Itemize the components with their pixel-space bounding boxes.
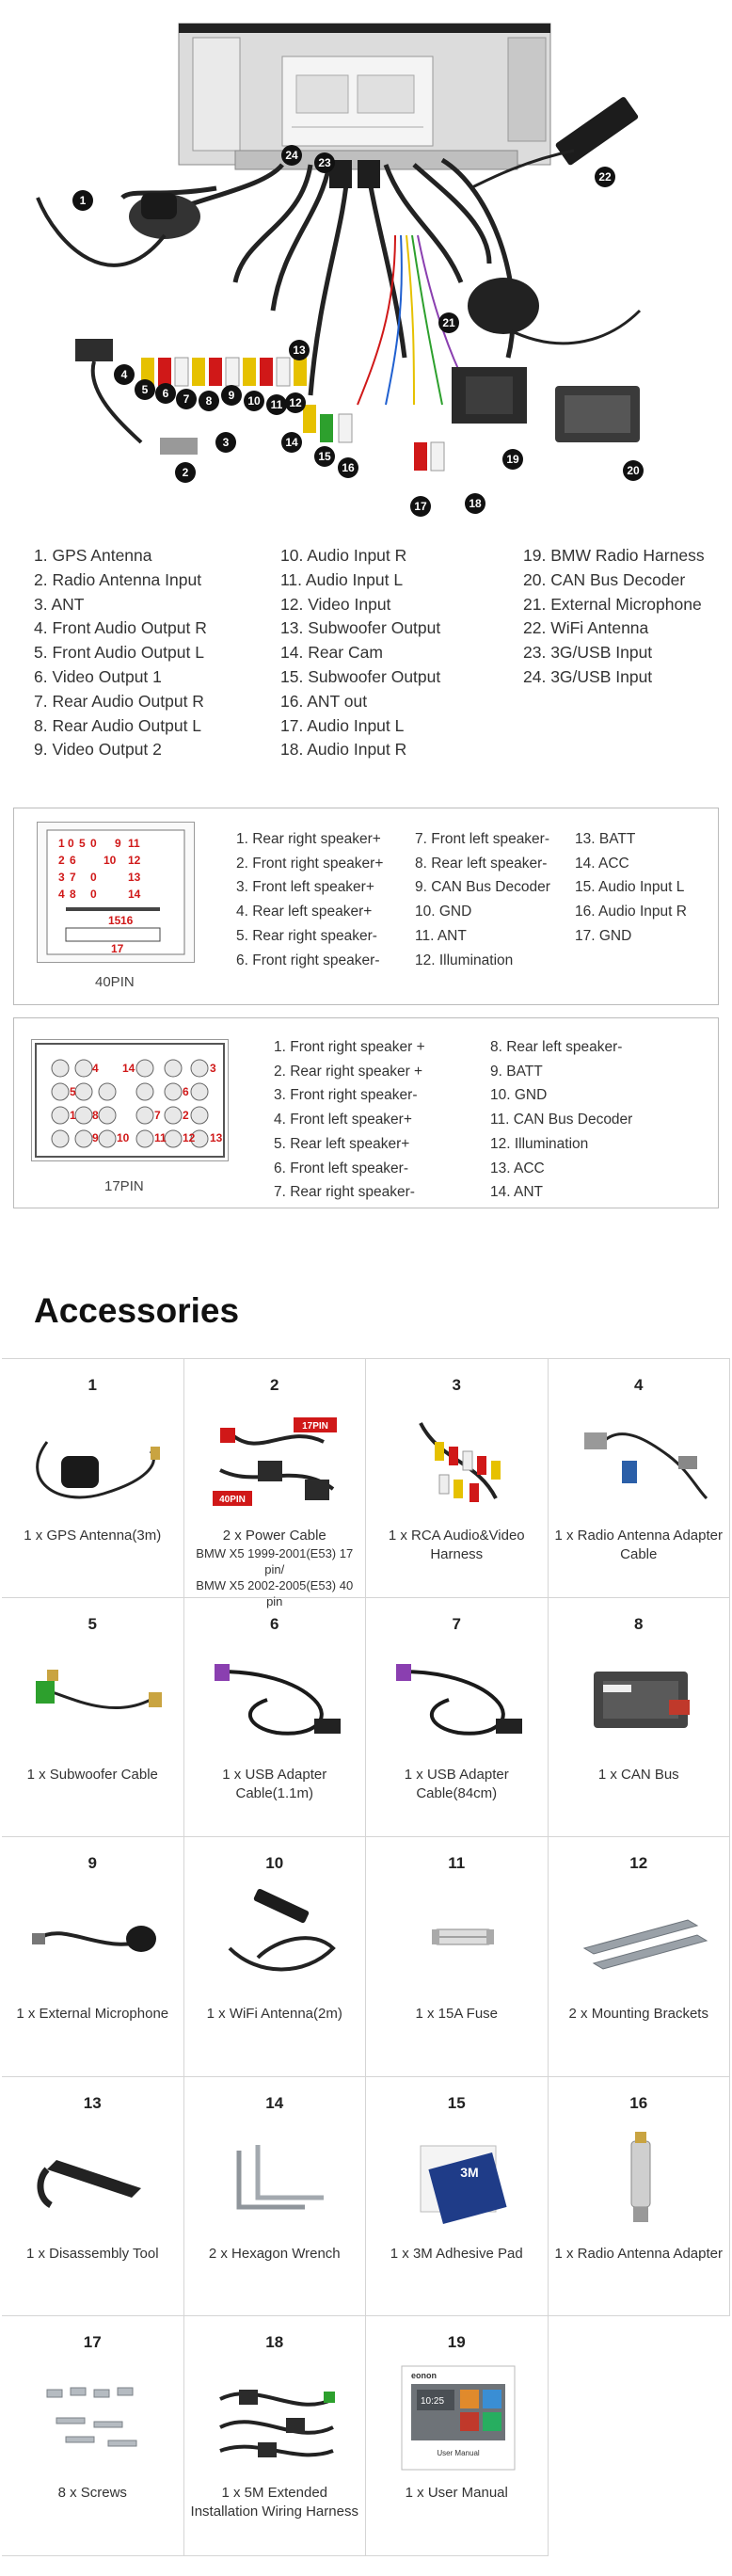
callout-18-label: 18 (469, 497, 482, 510)
pin40-caption: 40PIN (95, 974, 135, 990)
pin-label: 0 (68, 837, 74, 850)
pin-label: 13 (210, 1131, 223, 1144)
accessory-label (188, 1766, 362, 1803)
callout-20-label: 20 (627, 464, 640, 477)
legend-item: 7. Rear Audio Output R (34, 691, 204, 711)
accessory-label (370, 2005, 544, 2024)
callout-15-label: 15 (318, 450, 331, 463)
legend-item: 3. ANT (34, 594, 85, 614)
pin-item: 1. Front right speaker + (274, 1039, 425, 1055)
accessory-number: 10 (265, 1854, 284, 1872)
accessory-number: 15 (447, 2093, 466, 2112)
accessory-number: 13 (83, 2093, 102, 2112)
wiring-diagram-illustration (0, 0, 732, 527)
adhesive-pad-icon (383, 2122, 533, 2233)
accessory-number: 19 (447, 2333, 466, 2351)
pin-label: 3 (58, 871, 65, 884)
pin-label: 0 (90, 837, 97, 850)
pin-label: 10 (103, 854, 117, 867)
legend-item: 4. Front Audio Output R (34, 618, 207, 638)
pin-item: 17. GND (575, 927, 632, 944)
connection-legend (34, 544, 711, 779)
pin17-connector-diagram (31, 1039, 229, 1161)
accessory-number: 5 (88, 1614, 97, 1633)
legend-item: 15. Subwoofer Output (280, 666, 441, 686)
callout-20 (623, 460, 644, 481)
legend-item: 21. External Microphone (523, 594, 702, 614)
accessory-number: 9 (88, 1854, 97, 1872)
accessory-label-text: 1 x USB Adapter Cable(84cm) (404, 1766, 509, 1801)
power-cable-icon (201, 1404, 352, 1515)
callout-19-label: 19 (506, 453, 519, 466)
pin-item: 6. Front left speaker- (274, 1160, 409, 1176)
callout-10 (244, 391, 264, 411)
accessory-label-text: 1 x 5M Extended Installation Wiring Harness (190, 2485, 358, 2520)
legend-item: 17. Audio Input L (280, 715, 405, 735)
legend-item: 20. CAN Bus Decoder (523, 569, 686, 589)
pin-item: 14. ACC (575, 855, 629, 872)
callout-17-label: 17 (414, 500, 427, 513)
callout-24 (281, 145, 302, 166)
pin40-column-2 (415, 827, 550, 972)
accessory-sublabel: BMW X5 1999-2001(E53) 17 pin/ BMW X5 2002-2005(E53) 40 pin (196, 1546, 354, 1608)
screws-icon (19, 2361, 169, 2472)
accessory-label (188, 2484, 362, 2521)
legend-item: 2. Radio Antenna Input (34, 569, 202, 589)
power-cable-tag-17pin: 17PIN (301, 1421, 328, 1432)
callout-11-label: 11 (270, 398, 283, 411)
callout-22-label: 22 (598, 170, 612, 184)
rca-harness-icon (383, 1404, 533, 1515)
accessory-item (184, 2316, 367, 2556)
callout-22 (595, 167, 615, 187)
accessories-heading: Accessories (34, 1291, 240, 1330)
pin-item: 8. Rear left speaker- (490, 1039, 623, 1055)
legend-item: 24. 3G/USB Input (523, 666, 653, 686)
accessory-item (2, 1837, 184, 2077)
accessory-item (549, 2077, 731, 2317)
accessory-number: 16 (629, 2093, 648, 2112)
accessory-item (549, 1598, 731, 1838)
pin-label: 7 (70, 871, 76, 884)
callout-8-label: 8 (205, 394, 213, 408)
callout-7-label: 7 (183, 392, 190, 406)
can-bus-icon (565, 1643, 716, 1754)
accessory-number: 7 (452, 1614, 461, 1633)
pin-label: 15 (108, 914, 121, 927)
pin-label: 5 (79, 837, 86, 850)
pin-label: 8 (70, 888, 76, 901)
gps-antenna-icon (19, 1404, 169, 1515)
pin-label: 14 (122, 1062, 135, 1075)
accessory-number: 1 (88, 1376, 97, 1394)
pin-label: 0 (90, 888, 97, 901)
pin-label: 4 (92, 1062, 99, 1075)
callout-2 (175, 462, 196, 483)
accessory-item (366, 2316, 549, 2556)
callout-8 (199, 391, 219, 411)
pin-item: 16. Audio Input R (575, 904, 687, 920)
callout-10-label: 10 (247, 394, 261, 408)
accessory-label (6, 1766, 180, 1784)
legend-item: 5. Front Audio Output L (34, 643, 204, 663)
pin-label: 12 (183, 1131, 196, 1144)
accessory-label (6, 2484, 180, 2503)
callout-24-label: 24 (285, 149, 298, 162)
accessory-label (552, 1527, 726, 1564)
accessory-label-text: 2 x Hexagon Wrench (208, 2245, 341, 2262)
accessory-label (370, 1766, 544, 1803)
callout-12 (285, 392, 306, 413)
pin17-caption: 17PIN (104, 1178, 144, 1194)
pin17-column-2 (490, 1035, 632, 1205)
accessory-number: 12 (629, 1854, 648, 1872)
pin-item: 10. GND (415, 904, 472, 920)
accessory-number: 18 (265, 2333, 284, 2351)
callout-16 (338, 457, 358, 478)
accessory-label-text: 1 x RCA Audio&Video Harness (388, 1528, 525, 1562)
pin-item: 12. Illumination (490, 1135, 589, 1152)
legend-column-2 (280, 544, 440, 762)
legend-item: 9. Video Output 2 (34, 740, 162, 760)
accessory-label (370, 1527, 544, 1564)
callout-14-label: 14 (285, 436, 298, 449)
manual-cover-title: User Manual (437, 2449, 480, 2457)
pin-label: 4 (58, 888, 65, 901)
callout-1-label: 1 (79, 194, 87, 207)
accessory-label (188, 2245, 362, 2264)
accessory-label-text: 1 x Radio Antenna Adapter Cable (554, 1528, 723, 1562)
pin-item: 9. BATT (490, 1063, 543, 1080)
brackets-icon (565, 1882, 716, 1993)
accessory-number: 14 (265, 2093, 284, 2112)
callout-3-label: 3 (222, 436, 230, 449)
pin-item: 2. Rear right speaker + (274, 1063, 423, 1080)
accessory-item (549, 1837, 731, 2077)
legend-item: 23. 3G/USB Input (523, 643, 653, 663)
callout-18 (465, 493, 485, 514)
pin17-column-1 (274, 1035, 425, 1205)
accessories-grid (2, 1358, 730, 2555)
pin-label: 16 (120, 914, 134, 927)
wiring-harness-icon (201, 2361, 352, 2472)
accessory-number: 17 (83, 2333, 102, 2351)
callout-4-label: 4 (120, 368, 128, 381)
callout-7 (176, 389, 197, 409)
callout-21-label: 21 (442, 316, 455, 329)
power-cable-tag-40pin: 40PIN (218, 1495, 246, 1505)
accessory-label (370, 2245, 544, 2264)
pin-label: 9 (92, 1131, 99, 1144)
pin-label: 0 (90, 871, 97, 884)
callout-6-label: 6 (162, 387, 169, 400)
accessory-item (184, 1837, 367, 2077)
pin-item: 1. Rear right speaker+ (236, 831, 381, 847)
accessory-label (370, 2484, 544, 2503)
accessory-label (6, 1527, 180, 1545)
accessory-label-text: 1 x External Microphone (16, 2006, 169, 2022)
pin-item: 11. CAN Bus Decoder (490, 1112, 633, 1128)
pin-item: 5. Rear right speaker- (236, 927, 377, 944)
accessory-number: 2 (270, 1376, 279, 1394)
callout-11 (266, 394, 287, 415)
pin-label: 7 (154, 1109, 161, 1122)
pin-label: 11 (154, 1131, 167, 1144)
accessory-label-text: 1 x Disassembly Tool (25, 2245, 159, 2262)
accessory-item (366, 1598, 549, 1838)
usb-cable-icon (383, 1643, 533, 1754)
accessory-label-text: 1 x WiFi Antenna(2m) (206, 2006, 342, 2022)
callout-23 (314, 152, 335, 173)
microphone-icon (19, 1882, 169, 1993)
accessory-label-text: 1 x USB Adapter Cable(1.1m) (222, 1766, 327, 1801)
legend-item: 14. Rear Cam (280, 643, 383, 663)
accessory-label-text: 1 x Subwoofer Cable (26, 1766, 158, 1783)
pin-item: 13. ACC (490, 1160, 545, 1176)
pin-item: 2. Front right speaker+ (236, 855, 384, 872)
3m-logo-text: 3M (460, 2164, 479, 2180)
accessory-label-text: 2 x Power Cable (222, 1528, 326, 1544)
accessory-label-text: 1 x 15A Fuse (415, 2006, 499, 2022)
accessory-number: 4 (634, 1376, 644, 1394)
pin-label: 13 (128, 871, 141, 884)
callout-13 (289, 340, 310, 360)
callout-23-label: 23 (318, 156, 331, 169)
subwoofer-cable-icon (19, 1643, 169, 1754)
callout-6 (155, 383, 176, 404)
manual-screen-clock: 10:25 (421, 2396, 445, 2407)
accessory-label (552, 2005, 726, 2024)
pin40-box (13, 808, 719, 1005)
callout-5-label: 5 (141, 383, 149, 396)
pin-item: 7. Front left speaker- (415, 831, 550, 847)
accessory-label-text: 2 x Mounting Brackets (568, 2006, 708, 2022)
pin-label: 2 (183, 1109, 189, 1122)
accessory-label-text: 1 x 3M Adhesive Pad (390, 2245, 523, 2262)
accessory-item (366, 2077, 549, 2317)
accessory-label-text: 1 x User Manual (405, 2485, 508, 2501)
pin-label: 17 (111, 942, 124, 955)
pin-label: 11 (128, 837, 140, 850)
accessory-label-text: 8 x Screws (57, 2485, 127, 2501)
pin-item: 6. Front right speaker- (236, 952, 380, 968)
accessory-number: 3 (452, 1376, 461, 1394)
accessory-number: 6 (270, 1614, 279, 1633)
pin-item: 3. Front right speaker- (274, 1087, 418, 1104)
pin-item: 4. Rear left speaker+ (236, 904, 373, 920)
callout-2-label: 2 (182, 466, 189, 479)
pin-item: 11. ANT (415, 927, 467, 944)
pry-tool-icon (19, 2122, 169, 2233)
accessory-label (6, 2245, 180, 2264)
pin-label: 5 (70, 1085, 76, 1098)
pin-item: 15. Audio Input L (575, 879, 685, 896)
callout-16-label: 16 (342, 461, 355, 474)
legend-item: 12. Video Input (280, 594, 391, 614)
accessory-item (2, 1598, 184, 1838)
callout-19 (502, 449, 523, 470)
accessory-item (549, 1358, 731, 1598)
legend-item: 16. ANT out (280, 691, 368, 711)
callout-15 (314, 446, 335, 467)
legend-item: 13. Subwoofer Output (280, 618, 441, 638)
wiring-diagram (0, 0, 732, 527)
accessory-label (6, 2005, 180, 2024)
accessory-item (2, 1358, 184, 1598)
pin-item: 8. Rear left speaker- (415, 855, 548, 872)
legend-item: 19. BMW Radio Harness (523, 546, 705, 565)
callout-1 (72, 190, 93, 211)
accessory-item (2, 2316, 184, 2556)
pin40-column-1 (236, 827, 383, 972)
callout-12-label: 12 (289, 396, 302, 409)
callout-9 (221, 385, 242, 406)
pin-item: 12. Illumination (415, 952, 514, 968)
pin-item: 13. BATT (575, 831, 636, 847)
pin40-column-3 (575, 827, 687, 949)
accessory-number: 11 (448, 1854, 466, 1872)
pin-item: 10. GND (490, 1087, 548, 1104)
accessory-number: 8 (634, 1614, 644, 1633)
pin-label: 3 (210, 1062, 216, 1075)
accessory-label (552, 2245, 726, 2264)
pin-item: 5. Rear left speaker+ (274, 1135, 410, 1152)
pin-label: 6 (183, 1085, 189, 1098)
callout-17 (410, 496, 431, 517)
manual-brand-logo: eonon (411, 2371, 437, 2380)
wifi-antenna-icon (201, 1882, 352, 1993)
usb-cable-icon (201, 1643, 352, 1754)
pin-label: 8 (92, 1109, 99, 1122)
pin-item: 7. Rear right speaker- (274, 1184, 415, 1201)
pin-item: 4. Front left speaker+ (274, 1112, 412, 1128)
fuse-icon (383, 1882, 533, 1993)
accessory-item (184, 1358, 367, 1608)
antenna-adapter-cable-icon (565, 1404, 716, 1515)
legend-item: 10. Audio Input R (280, 546, 407, 565)
pin-label: 10 (117, 1131, 130, 1144)
pin-item: 3. Front left speaker+ (236, 879, 374, 896)
legend-column-1 (34, 544, 207, 762)
pin-item: 9. CAN Bus Decoder (415, 879, 550, 896)
callout-4 (114, 364, 135, 385)
accessory-item (2, 2077, 184, 2317)
pin-label: 12 (128, 854, 141, 867)
callout-21 (438, 312, 459, 333)
callout-9-label: 9 (228, 389, 235, 402)
callout-5 (135, 379, 155, 400)
pin-label: 1 (70, 1109, 76, 1122)
pin-label: 6 (70, 854, 76, 867)
legend-item: 18. Audio Input R (280, 740, 407, 760)
accessory-label (188, 2005, 362, 2024)
pin-label: 9 (115, 837, 121, 850)
antenna-adapter-icon (565, 2122, 716, 2233)
hex-wrench-icon (201, 2122, 352, 2233)
legend-item: 6. Video Output 1 (34, 666, 162, 686)
accessory-label-text: 1 x CAN Bus (597, 1766, 679, 1783)
pin-label: 2 (58, 854, 65, 867)
accessory-item (184, 2077, 367, 2317)
accessory-item (366, 1358, 549, 1598)
accessory-item (184, 1598, 367, 1838)
legend-item: 1. GPS Antenna (34, 546, 152, 565)
legend-item: 11. Audio Input L (280, 569, 404, 589)
callout-13-label: 13 (293, 344, 306, 357)
legend-column-3 (523, 544, 705, 690)
user-manual-icon (383, 2361, 533, 2472)
legend-item: 8. Rear Audio Output L (34, 715, 202, 735)
callout-3 (215, 432, 236, 453)
accessory-label (552, 1766, 726, 1784)
pin17-box (13, 1017, 719, 1208)
pin-label: 1 (58, 837, 65, 850)
pin-label: 14 (128, 888, 141, 901)
pin-item: 14. ANT (490, 1184, 543, 1201)
accessory-label-text: 1 x Radio Antenna Adapter (554, 2245, 723, 2262)
pin40-connector-diagram (37, 822, 195, 963)
accessory-item (366, 1837, 549, 2077)
legend-item: 22. WiFi Antenna (523, 618, 649, 638)
callout-14 (281, 432, 302, 453)
accessory-label-text: 1 x GPS Antenna(3m) (24, 1528, 162, 1544)
